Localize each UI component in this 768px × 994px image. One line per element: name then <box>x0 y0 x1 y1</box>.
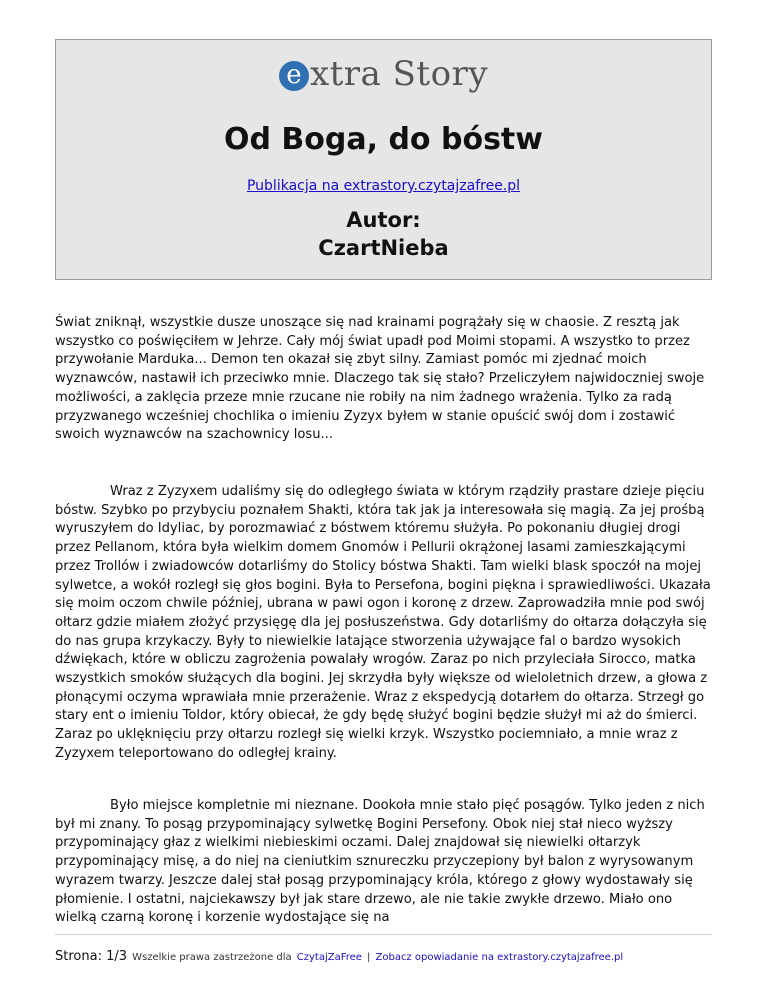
read-story-link[interactable]: Zobacz opowiadanie na extrastory.czytajzafree.pl <box>375 952 624 963</box>
logo-text: xtra Story <box>309 54 489 94</box>
rights-text: Wszelkie prawa zastrzeżone dla <box>132 952 292 963</box>
header-box <box>55 39 712 280</box>
footer-divider <box>55 934 712 935</box>
story-paragraph: Świat zniknął, wszystkie dusze unoszące się nad krainami pogrążały się w chaosie. Z resztą jak wszystko co poświęciłem w Jehrze. Cały mój świat upadł pod Moimi stopami. A wszystko to przez przywołanie Marduka... Demon ten okazał się zbyt silny. Zamiast pomóc mi zjednać moich wyznawców, nastawił ich przeciwko mnie. Dlaczego tak się stało? Przeliczyłem najwidoczniej swoje możliwości, a zaklęcia przeze mnie rzucane nie robiły na nim żadnego wrażenia. Tylko za radą przyzwanego wcześniej chochlika o imieniu Zyzyx byłem w stanie opuścić swój dom i zostawić swoich wyznawców na szachownicy losu... <box>55 315 705 443</box>
story-title: Od Boga, do bóstw <box>224 122 543 157</box>
publication-link[interactable]: Publikacja na extrastory.czytajzafree.pl <box>246 178 521 194</box>
logo-e-globe-icon: e <box>279 61 309 91</box>
czytajzafree-link[interactable]: CzytajZaFree <box>296 952 362 963</box>
footer-separator: | <box>367 952 371 963</box>
extra-story-logo[interactable] <box>56 54 711 100</box>
story-paragraph: Wraz z Zyzyxem udaliśmy się do odległego świata w którym rządziły prastare dzieje pięciu bóstw. Szybko po przybyciu poznałem Shakti, która tak jak ja interesowała się magią. Za jej prośbą wyruszyłem do Idyliac, by porozmawiać z bóstwem któremu służyła. Po pokonaniu długiej drogi przez Pellanom, która była wielkim domem Gnomów i Pellurii okrążonej lasami zamieszkającymi przez Trollów i zwiadowców dotarliśmy do Stolicy bóstwa Shakti. Tam wielki blask spoczół na mojej sylwetce, a wokół rozległ się głos bogini. Była to Persefona, bogini piękna i sprawiedliwości. Ukazała się moim oczom chwile później, ubrana w pawi ogon i koronę z drzew. Zaprowadziła mnie pod swój ołtarz gdzie miałem złożyć przysięgę dla jej posłuszeństwa. Gdy dotarliśmy do ołtarza dołączyła się do nas grupa krzykaczy. Były to niewielkie latające stworzenia używające fal o bardzo wysokich dźwiękach, które w obliczu zagrożenia powalały wrogów. Zaraz po nich przyleciała Sirocco, matka wszystkich smoków służących dla bogini. Jej skrzydła były większe od wieloletnich drzew, a głowa z płonącymi oczyma wprawiała mnie przerażenie. Wraz z ekspedycją dotarłem do ołtarza. Strzegł go stary ent o imieniu Toldor, który obiecał, że gdy będę służyć bogini będzie służył mi aż do śmierci. Zaraz po uklęknięciu przy ołtarzu rozległ się wielki krzyk. Wszystko pociemniało, a mnie wraz z Zyzyxem teleportowano do odległej krainy. <box>55 484 711 761</box>
author-label: Autor: <box>346 208 421 232</box>
page-number: Strona: 1/3 <box>55 949 128 964</box>
page-footer <box>55 945 735 964</box>
author-name: CzartNieba <box>318 236 449 260</box>
story-paragraph: Było miejsce kompletnie mi nieznane. Dookoła mnie stało pięć posągów. Tylko jeden z nich był mi znany. To posąg przypominający sylwetkę Bogini Persefony. Obok niej stał nieco wyższy przypominający głaz z wielkimi niebieskimi oczami. Dalej znajdował się niewielki ołtarzyk przypominający misę, a do niej na cieniutkim sznureczku przyczepiony był balon z wyrysowanym wyrazem twarzy. Jeszcze dalej stał posąg przypominający króla, którego z głowy wydostawały się płomienie. I ostatni, najciekawszy był jak stare drzewo, ale nie takie zwykłe drzewo. Miało ono wielką czarną koronę i korzenie wydostające się na <box>55 798 705 926</box>
